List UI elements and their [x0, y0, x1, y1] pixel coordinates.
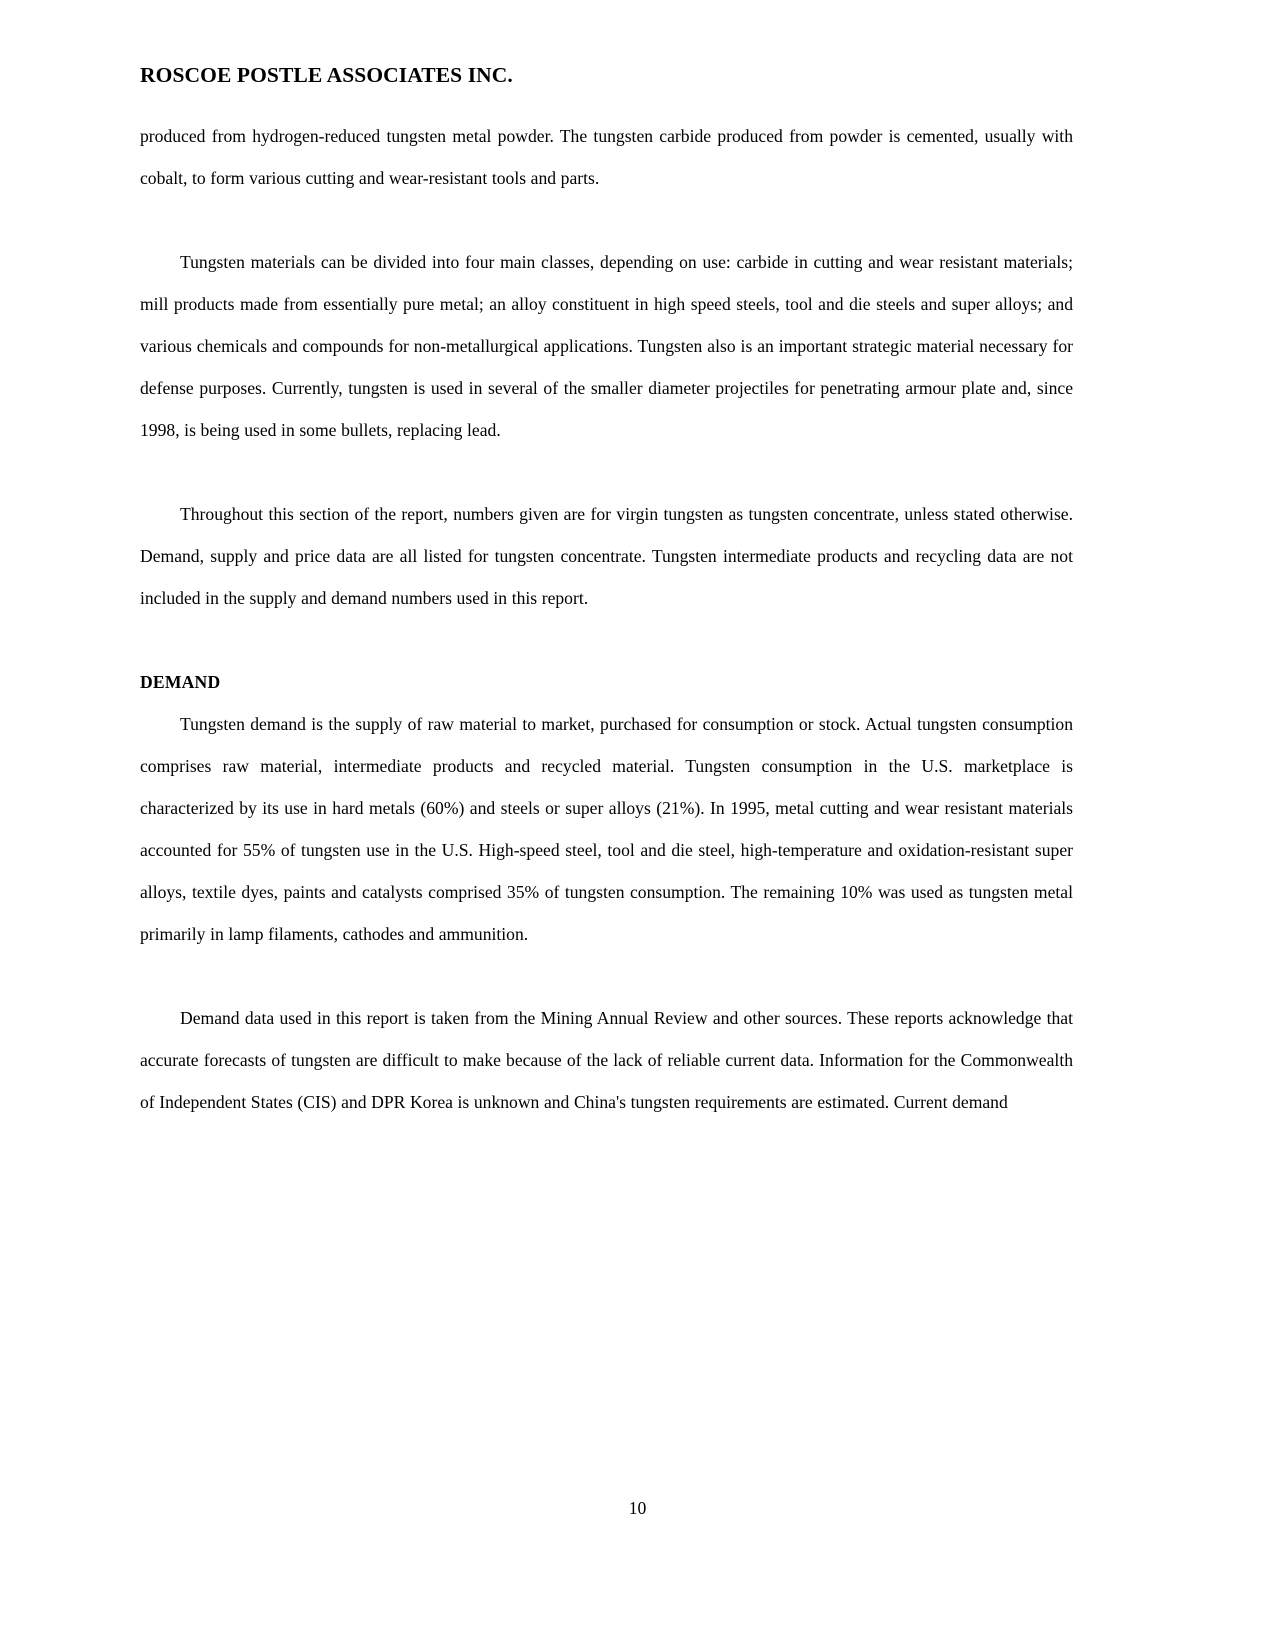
page-number: 10	[628, 1498, 647, 1518]
body-paragraph-3: Throughout this section of the report, numbers given are for virgin tungsten as tungsten concentrate, unless stated otherwise. Demand, supply and price data are all listed for tungsten concentrate. Tungsten intermediate products and recycling data are not included in the supply and demand numbers used in this report.	[140, 503, 1073, 608]
page-content	[140, 62, 1073, 1123]
section-heading-demand: DEMAND	[140, 671, 221, 692]
body-paragraph-1: produced from hydrogen-reduced tungsten metal powder. The tungsten carbide produced from powder is cemented, usually with cobalt, to form various cutting and wear-resistant tools and parts.	[140, 125, 1073, 188]
body-paragraph-4: Tungsten demand is the supply of raw material to market, purchased for consumption or stock. Actual tungsten consumption comprises raw material, intermediate products and recycled material. Tungsten consumption in the U.S. marketplace is characterized by its use in hard metals (60%) and steels or super alloys (21%). In 1995, metal cutting and wear resistant materials accounted for 55% of tungsten use in the U.S. High-speed steel, tool and die steel, high-temperature and oxidation-resistant super alloys, textile dyes, paints and catalysts comprised 35% of tungsten consumption. The remaining 10% was used as tungsten metal primarily in lamp filaments, cathodes and ammunition.	[140, 713, 1073, 944]
company-header: ROSCOE POSTLE ASSOCIATES INC.	[140, 63, 513, 87]
body-paragraph-2: Tungsten materials can be divided into four main classes, depending on use: carbide in cutting and wear resistant materials; mill products made from essentially pure metal; an alloy constituent in high speed steels, tool and die steels and super alloys; and various chemicals and compounds for non-metallurgical applications. Tungsten also is an important strategic material necessary for defense purposes. Currently, tungsten is used in several of the smaller diameter projectiles for penetrating armour plate and, since 1998, is being used in some bullets, replacing lead.	[140, 251, 1073, 440]
body-paragraph-5: Demand data used in this report is taken from the Mining Annual Review and other sources. These reports acknowledge that accurate forecasts of tungsten are difficult to make because of the lack of reliable current data. Information for the Commonwealth of Independent States (CIS) and DPR Korea is unknown and China's tungsten requirements are estimated. Current demand	[140, 1007, 1073, 1112]
